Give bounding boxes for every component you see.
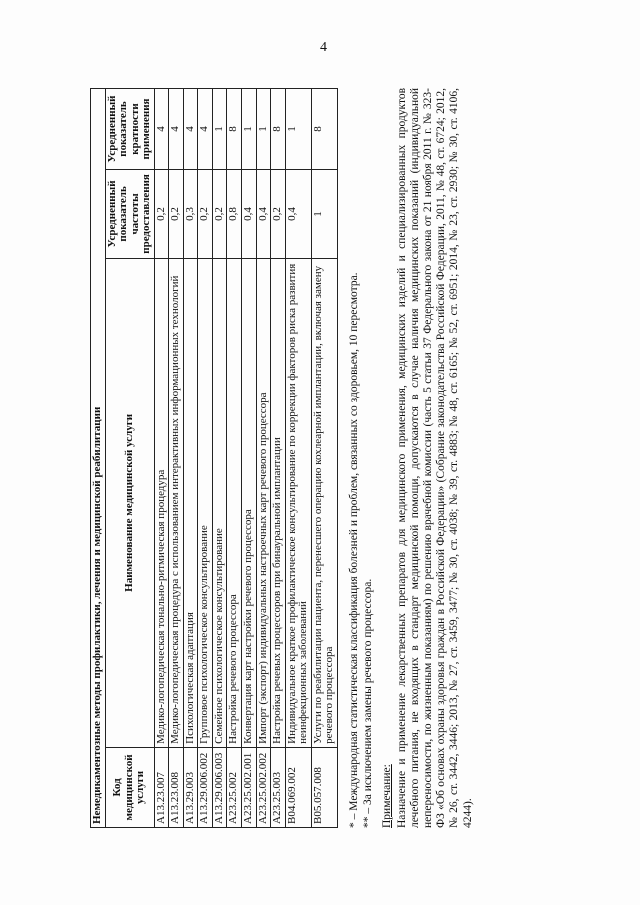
table-row — [154, 89, 169, 828]
row-name: Индивидуальное краткое профилактическое консультирование по коррекции факторов риска развития неинфекционных заболеваний — [285, 258, 311, 747]
services-table — [90, 88, 338, 828]
table-row — [198, 89, 213, 828]
row-frequency: 0,3 — [183, 170, 198, 259]
table-row — [227, 89, 242, 828]
row-name: Медико-логопедическая процедура с использованием интерактивных информационных технологий — [169, 258, 184, 747]
row-frequency: 0,2 — [271, 170, 286, 259]
note-title: Примечание: — [381, 764, 394, 828]
row-multiplicity: 1 — [212, 89, 227, 170]
row-code: A23.25.002 — [227, 747, 242, 827]
row-frequency: 0,4 — [242, 170, 257, 259]
row-name: Групповое психологическое консультирование — [198, 258, 213, 747]
row-name: Конвертация карт настройки речевого процессора — [242, 258, 257, 747]
row-name: Услуги по реабилитации пациента, перенесшего операцию кохлеарной имплантации, включая замену речевого процессора — [311, 258, 337, 747]
row-code: A13.23.007 — [154, 747, 169, 827]
table-row — [169, 89, 184, 828]
table-row — [271, 89, 286, 828]
row-code: A23.25.003 — [271, 747, 286, 827]
header-frequency: Усредненный показатель частоты предоставления — [105, 170, 154, 259]
row-name: Настройка речевых процессоров при бинауральной имплантации — [271, 258, 286, 747]
row-frequency: 0,2 — [169, 170, 184, 259]
row-multiplicity: 1 — [285, 89, 311, 170]
table-row — [256, 89, 271, 828]
row-name: Медико-логопедическая тонально-ритмическая процедура — [154, 258, 169, 747]
row-frequency: 1 — [311, 170, 337, 259]
row-multiplicity: 1 — [242, 89, 257, 170]
row-frequency: 0,2 — [198, 170, 213, 259]
row-frequency: 0,4 — [256, 170, 271, 259]
row-frequency: 0,8 — [227, 170, 242, 259]
row-frequency: 0,2 — [154, 170, 169, 259]
row-code: A13.29.003 — [183, 747, 198, 827]
footnote-2: ** – За исключением замены речевого процессора. — [362, 578, 375, 828]
row-code: B04.069.002 — [285, 747, 311, 827]
row-name: Семейное психологическое консультирование — [212, 258, 227, 747]
footnotes — [348, 88, 475, 828]
row-frequency: 0,4 — [285, 170, 311, 259]
row-code: B05.057.008 — [311, 747, 337, 827]
row-multiplicity: 8 — [227, 89, 242, 170]
row-multiplicity: 4 — [183, 89, 198, 170]
page-number: 4 — [320, 40, 327, 55]
header-code: Код медицинской услуги — [105, 747, 154, 827]
note-text: Назначение и применение лекарственных препаратов для медицинского применения, медицинских изделий и специализированных продуктов лечебного питания, не входящих в стандарт медицинской помощи, допускаются в случае наличия медицинских показаний (индивидуальной непереносимости, по жизненным показаниям) по решению врачебной комиссии (часть 5 статьи 37 Федерального закона от 21 ноября 2011 г. № 323-ФЗ «Об основах охраны здоровья граждан в Российской Федерации» (Собрание законодательства Российской Федерации, 2011, № 48, ст. 6724; 2012, № 26, ст. 3442, 3446; 2013, № 27, ст. 3459, 3477; № 30, ст. 4038; № 39, ст. 4883; № 48, ст. 6165; № 52, ст. 6951; 2014, № 23, ст. 2930; № 30, ст. 4106, 4244). — [395, 88, 474, 828]
row-multiplicity: 8 — [271, 89, 286, 170]
footnote-1: * – Международная статистическая классификация болезней и проблем, связанных со здоровьем, 10 пересмотра. — [347, 272, 360, 828]
header-name: Наименование медицинской услуги — [105, 258, 154, 747]
row-multiplicity: 4 — [198, 89, 213, 170]
row-name: Настройка речевого процессора — [227, 258, 242, 747]
row-code: A13.23.008 — [169, 747, 184, 827]
row-code: A23.25.002.002 — [256, 747, 271, 827]
row-frequency: 0,2 — [212, 170, 227, 259]
row-multiplicity: 4 — [154, 89, 169, 170]
table-row — [212, 89, 227, 828]
table-row — [311, 89, 337, 828]
row-code: A23.25.002.001 — [242, 747, 257, 827]
row-name: Импорт (экспорт) индивидуальных настроечных карт речевого процессора — [256, 258, 271, 747]
row-multiplicity: 8 — [311, 89, 337, 170]
row-name: Психологическая адаптация — [183, 258, 198, 747]
row-multiplicity: 4 — [169, 89, 184, 170]
header-multiplicity: Усредненный показатель кратности применения — [105, 89, 154, 170]
section-title: Немедикаментозные методы профилактики, лечения и медицинской реабилитации — [91, 89, 106, 828]
row-code: A13.29.006.003 — [212, 747, 227, 827]
row-code: A13.29.006.002 — [198, 747, 213, 827]
row-multiplicity: 1 — [256, 89, 271, 170]
rotated-content — [90, 48, 590, 828]
table-row — [285, 89, 311, 828]
table-body — [154, 89, 337, 828]
table-row — [183, 89, 198, 828]
table-row — [242, 89, 257, 828]
